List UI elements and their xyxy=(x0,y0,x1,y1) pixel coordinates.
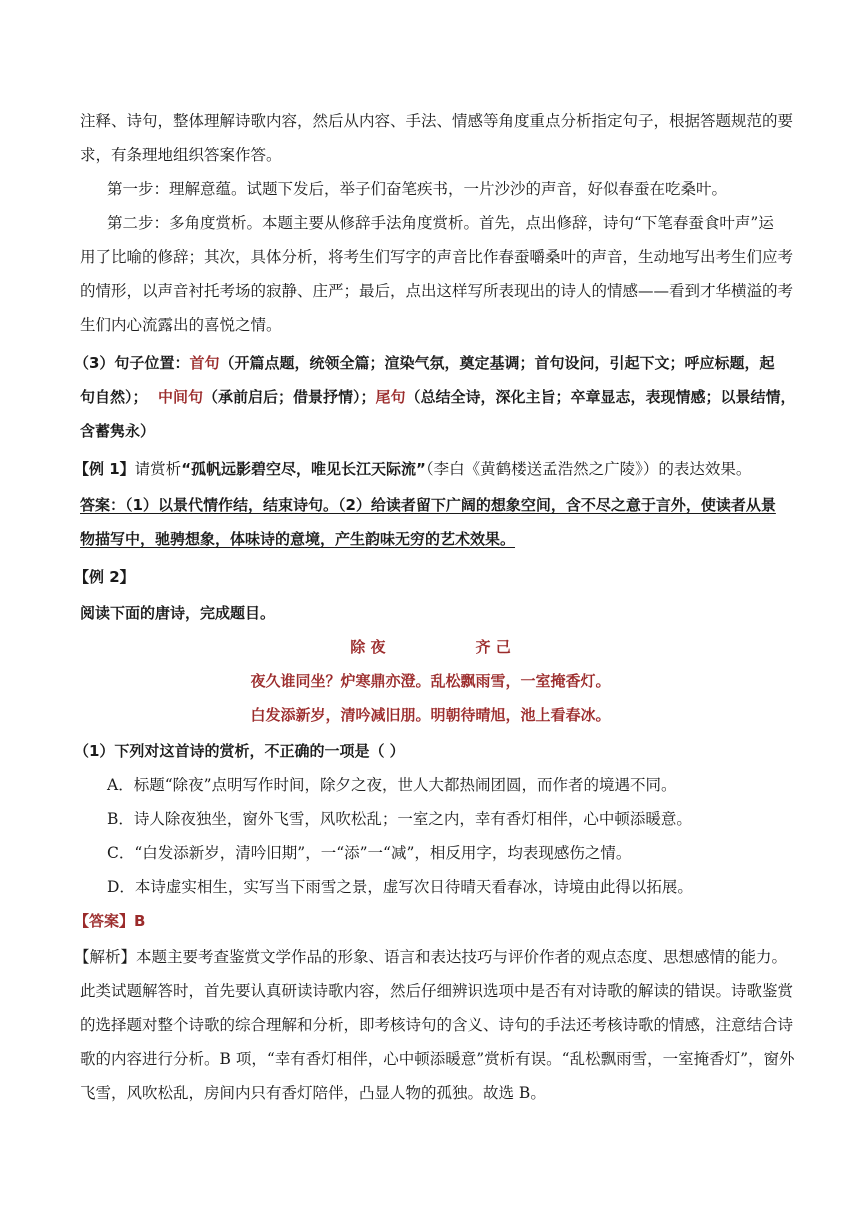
poem-line-2: 白发添新岁，清吟减旧朋。明朝待晴旭，池上看春冰。 xyxy=(250,706,611,724)
position-line-3: 含蓄隽永） xyxy=(80,422,156,440)
analysis-line-3: 的选择题对整个诗歌的综合理解和分析，即考核诗句的含义、诗句的手法还考核诗歌的情感，注意结合诗 xyxy=(80,1016,794,1034)
option-b: B．诗人除夜独坐，窗外飞雪，风吹松乱；一室之内，幸有香灯相伴，心中顿添暖意。 xyxy=(107,810,692,828)
example2-instruction: 阅读下面的唐诗，完成题目。 xyxy=(80,604,276,622)
position-last-desc: （总结全诗，深化主旨；卒章显志，表现情感；以景结情， xyxy=(405,388,796,406)
example1-answer-line-2: 物描写中，驰骋想象，体味诗的意境，产生韵味无穷的艺术效果。 xyxy=(80,530,516,548)
position-line-1 xyxy=(74,352,779,374)
example1-quote: “孤帆远影碧空尽，唯见长江天际流” xyxy=(181,460,426,478)
example1-post: （李白《黄鹤楼送孟浩然之广陵》）的表达效果。 xyxy=(425,460,752,478)
example2-tag: 【例 2】 xyxy=(74,568,135,586)
analysis-line-4: 歌的内容进行分析。B 项，“幸有香灯相伴，心中顿添暖意”赏析有误。“乱松飘雨雪，一室掩香灯”，窗外 xyxy=(80,1050,795,1068)
question-1: （1）下列对这首诗的赏析，不正确的一项是（ ） xyxy=(74,742,405,760)
position-first: 首句 xyxy=(189,354,220,372)
analysis-line-5: 飞雪，风吹松乱，房间内只有香灯陪伴，凸显人物的孤独。故选 B。 xyxy=(80,1084,546,1102)
poem-title: 除 夜 xyxy=(350,638,386,656)
poem-line-1: 夜久谁同坐？炉寒鼎亦澄。乱松飘雨雪，一室掩香灯。 xyxy=(250,672,611,690)
position-line2-a: 句自然）； xyxy=(80,388,148,406)
position-first-desc: （开篇点题，统领全篇；渲染气氛，奠定基调；首句设问，引起下文；呼应标题，起 xyxy=(219,354,775,372)
example1-pre: 请赏析 xyxy=(134,460,182,478)
example1-answer-line-1: 答案：（1）以景代情作结，结束诗句。（2）给读者留下广阔的想象空间，含不尽之意于言外，使读者从景 xyxy=(80,496,776,514)
option-d: D．本诗虚实相生，实写当下雨雪之景，虚写次日待晴天看春冰，诗境由此得以拓展。 xyxy=(107,878,693,896)
answer-line xyxy=(74,910,779,932)
step2-line-4: 生们内心流露出的喜悦之情。 xyxy=(80,316,282,334)
step2-line-3: 的情形，以声音衬托考场的寂静、庄严；最后，点出这样写所表现出的诗人的情感——看到才华横溢的考 xyxy=(80,282,794,300)
poem-heading xyxy=(0,636,861,658)
analysis-line-2: 此类试题解答时，首先要认真研读诗歌内容，然后仔细辨识选项中是否有对诗歌的解读的错误。诗歌鉴赏 xyxy=(80,982,794,1000)
step1-text: 第一步：理解意蕴。试题下发后，举子们奋笔疾书，一片沙沙的声音，好似春蚕在吃桑叶。 xyxy=(107,180,728,198)
position-line-2 xyxy=(80,386,796,408)
poem-author: 齐 己 xyxy=(475,638,511,656)
position-last: 尾句 xyxy=(375,388,406,406)
option-c: C．“白发添新岁，清吟旧期”，一“添”一“减”，相反用字，均表现感伤之情。 xyxy=(107,844,632,862)
example1-tag: 【例 1】 xyxy=(74,460,135,478)
analysis-line-1: 【解析】本题主要考查鉴赏文学作品的形象、语言和表达技巧与评价作者的观点态度、思想感情的能力。 xyxy=(74,948,788,966)
position-prefix: （3）句子位置： xyxy=(74,354,190,372)
answer-value: B xyxy=(134,912,146,930)
option-a: A．标题“除夜”点明写作时间，除夕之夜，世人大都热闹团圆，而作者的境遇不同。 xyxy=(107,776,677,794)
position-middle: 中间句 xyxy=(157,388,203,406)
answer-label: 【答案】 xyxy=(74,912,135,930)
step2-line-1: 第二步：多角度赏析。本题主要从修辞手法角度赏析。首先，点出修辞，诗句“下笔春蚕食叶声”运 xyxy=(107,214,774,232)
example1-question xyxy=(74,458,779,480)
intro-line-1: 注释、诗句，整体理解诗歌内容，然后从内容、手法、情感等角度重点分析指定句子，根据答题规范的要 xyxy=(80,112,794,130)
step2-line-2: 用了比喻的修辞；其次，具体分析，将考生们写字的声音比作春蚕嚼桑叶的声音，生动地写出考生们应考 xyxy=(80,248,794,266)
intro-line-2: 求，有条理地组织答案作答。 xyxy=(80,146,282,164)
position-middle-desc: （承前启后；借景抒情）； xyxy=(202,388,376,406)
